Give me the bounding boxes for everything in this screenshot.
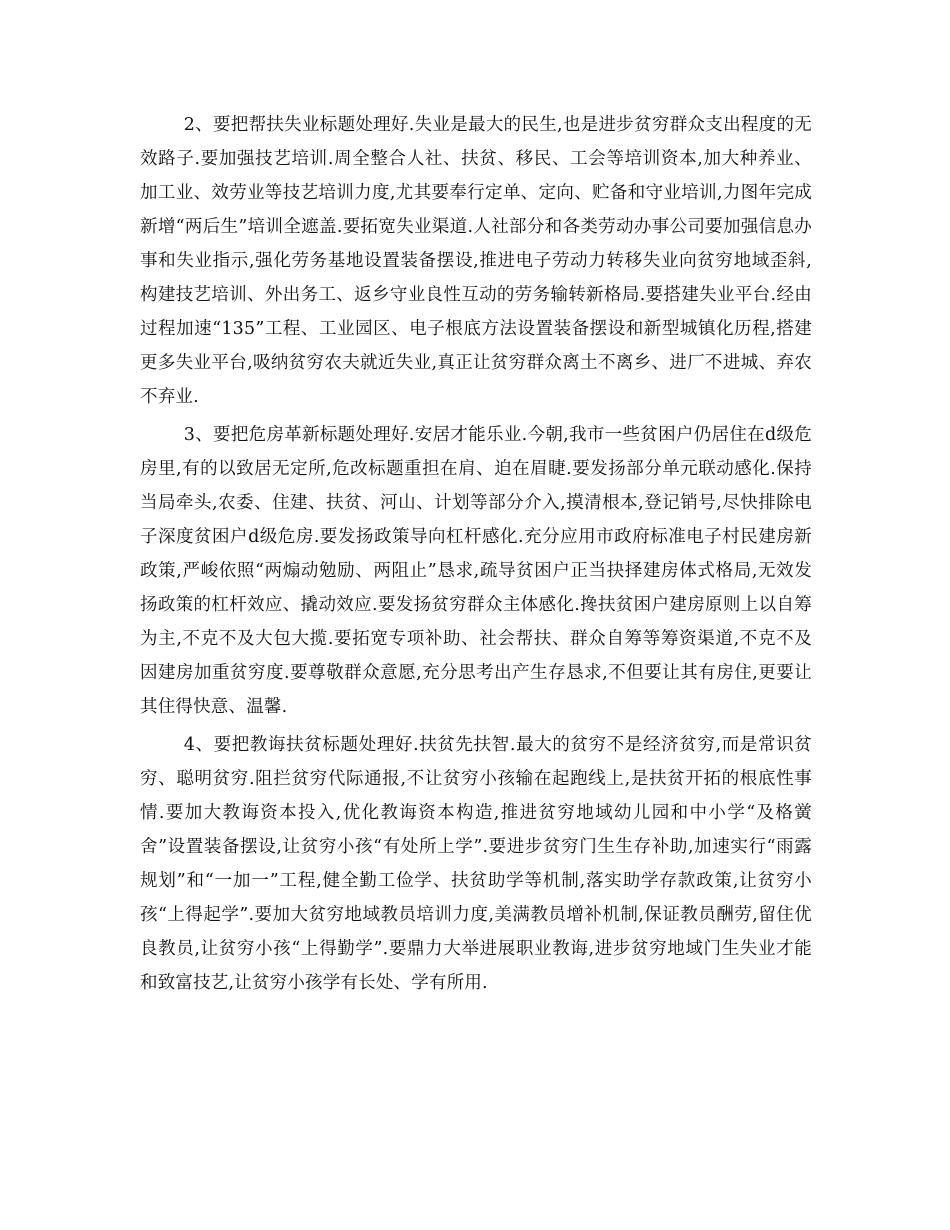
paragraph-housing: 3、要把危房革新标题处理好.安居才能乐业.今朝,我市一些贫困户仍居住在d级危房里,有的以致居无定所,危改标题重担在肩、迫在眉睫.要发扬部分单元联动感化.保持当局牵头,农委、住建、扶贫、河山、计划等部分介入,摸清根本,登记销号,尽快排除电子深度贫困户d级危房.要发扬政策导向杠杆感化.充分应用市政府标准电子村民建房新政策,严峻依照“两煽动勉励、两阻止”恳求,疏导贫困户正当抉择建房体式格局,无效发扬政策的杠杆效应、撬动效应.要发扬贫穷群众主体感化.搀扶贫困户建房原则上以自筹为主,不克不及大包大揽.要拓宽专项补助、社会帮扶、群众自筹等筹资渠道,不克不及因建房加重贫穷度.要尊敬群众意愿,充分思考出产生存恳求,不但要让其有房住,更要让其住得快意、温馨. [140, 425, 812, 717]
paragraph-education: 4、要把教诲扶贫标题处理好.扶贫先扶智.最大的贫穷不是经济贫穷,而是常识贫穷、聪明贫穷.阻拦贫穷代际通报,不让贫穷小孩输在起跑线上,是扶贫开拓的根底性事情.要加大教诲资本投入,优化教诲资本构造,推进贫穷地域幼儿园和中小学“及格黉舍”设置装备摆设,让贫穷小孩“有处所上学”.要进步贫穷门生生存补助,加速实行“雨露规划”和“一加一”工程,健全勤工俭学、扶贫助学等机制,落实助学存款政策,让贫穷小孩“上得起学”.要加大贫穷地域教员培训力度,美满教员增补机制,保证教员酬劳,留住优良教员,让贫穷小孩“上得勤学”.要鼎力大举进展职业教诲,进步贫穷地域门生失业才能和致富技艺,让贫穷小孩学有长处、学有所用. [140, 735, 812, 993]
paragraph-employment: 2、要把帮扶失业标题处理好.失业是最大的民生,也是进步贫穷群众支出程度的无效路子.要加强技艺培训.周全整合人社、扶贫、移民、工会等培训资本,加大种养业、加工业、效劳业等技艺培训力度,尤其要奉行定单、定向、贮备和守业培训,力图年完成新增“两后生”培训全遮盖.要拓宽失业渠道.人社部分和各类劳动办事公司要加强信息办事和失业指示,强化劳务基地设置装备摆设,推进电子劳动力转移失业向贫穷地域歪斜,构建技艺培训、外出务工、返乡守业良性互动的劳务输转新格局.要搭建失业平台.经由过程加速“135”工程、工业园区、电子根底方法设置装备摆设和新型城镇化历程,搭建更多失业平台,吸纳贫穷农夫就近失业,真正让贫穷群众离土不离乡、进厂不进城、弃农不弃业. [140, 115, 812, 407]
document-body [140, 108, 812, 1004]
